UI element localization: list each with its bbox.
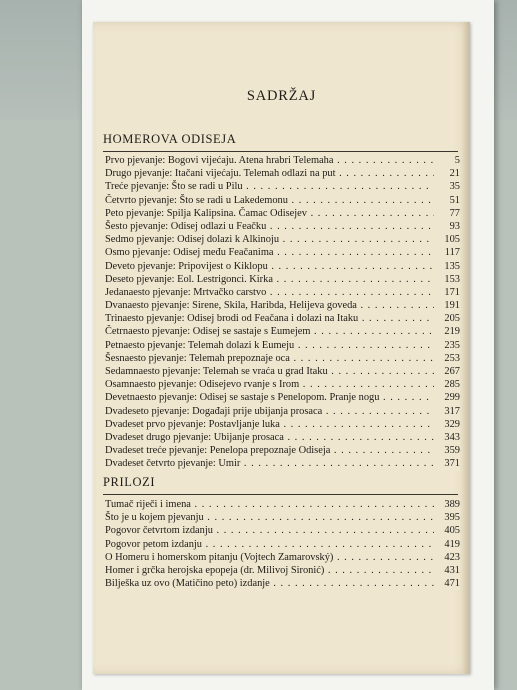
toc-entry-title: Što je u kojem pjevanju . . . (105, 511, 434, 524)
toc-entry-page: 371 (434, 457, 460, 470)
toc-entry-page: 431 (434, 564, 460, 577)
toc-entry-title: Petnaesto pjevanje: Telemah dolazi k Eumeju . . . (105, 339, 434, 352)
toc-entry-page: 77 (434, 207, 460, 220)
toc-entry (105, 524, 460, 537)
toc-entry-title: Dvadeseto pjevanje: Događaji prije ubijanja prosaca . . . (105, 405, 434, 418)
toc-entry (105, 365, 460, 378)
toc-entry-page: 21 (434, 167, 460, 180)
toc-list-odyssey (105, 154, 460, 471)
section-heading-odyssey: HOMEROVA ODISEJA (103, 132, 237, 146)
toc-entry-title: Šesto pjevanje: Odisej odlazi u Feačku . . . (105, 220, 434, 233)
toc-entry-title: Pogovor četvrtom izdanju . . . (105, 524, 434, 537)
toc-entry-page: 235 (434, 339, 460, 352)
toc-entry (105, 391, 460, 404)
toc-entry (105, 564, 460, 577)
toc-entry-page: 35 (434, 180, 460, 193)
toc-entry-title: Sedamnaesto pjevanje: Telemah se vraća u grad Itaku . . . (105, 365, 434, 378)
toc-entry (105, 194, 460, 207)
toc-entry-page: 395 (434, 511, 460, 524)
toc-entry (105, 325, 460, 338)
toc-entry-title: Homer i grčka herojska epopeja (dr. Milivoj Sironić) . . . (105, 564, 434, 577)
toc-entry (105, 312, 460, 325)
toc-entry-title: Sedmo pjevanje: Odisej dolazi k Alkinoju . . . (105, 233, 434, 246)
toc-entry-title: Dvadeset drugo pjevanje: Ubijanje prosaca . . . (105, 431, 434, 444)
toc-list-appendices (105, 498, 460, 590)
toc-entry-page: 5 (434, 154, 460, 167)
toc-entry-title: Četvrto pjevanje: Što se radi u Lakedemonu . . . (105, 194, 434, 207)
toc-entry (105, 273, 460, 286)
toc-entry (105, 551, 460, 564)
toc-entry-page: 219 (434, 325, 460, 338)
toc-entry (105, 233, 460, 246)
page-title: SADRŽAJ (246, 88, 317, 104)
toc-entry (105, 286, 460, 299)
toc-entry-title: Trinaesto pjevanje: Odisej brodi od Feačana i dolazi na Itaku . . . (105, 312, 434, 325)
contents-page (93, 22, 470, 674)
toc-entry-page: 405 (434, 524, 460, 537)
toc-entry-title: Osamnaesto pjevanje: Odisejevo rvanje s Irom . . . (105, 378, 434, 391)
toc-entry-title: Peto pjevanje: Spilja Kalipsina. Čamac Odisejev . . . (105, 207, 434, 220)
toc-entry-title: Devetnaesto pjevanje: Odisej se sastaje s Penelopom. Pranje nogu . . . (105, 391, 434, 404)
toc-entry-title: Šesnaesto pjevanje: Telemah prepoznaje oca . . . (105, 352, 434, 365)
toc-entry (105, 378, 460, 391)
toc-entry (105, 352, 460, 365)
toc-entry (105, 577, 460, 590)
toc-entry-page: 253 (434, 352, 460, 365)
section-divider (103, 494, 458, 495)
toc-entry-page: 135 (434, 260, 460, 273)
toc-entry-page: 329 (434, 418, 460, 431)
toc-entry-page: 51 (434, 194, 460, 207)
toc-entry-title: Pogovor petom izdanju . . . (105, 538, 434, 551)
toc-entry-page: 343 (434, 431, 460, 444)
toc-entry-page: 423 (434, 551, 460, 564)
toc-entry (105, 418, 460, 431)
toc-entry-title: Dvanaesto pjevanje: Sirene, Skila, Haribda, Helijeva goveda . . . (105, 299, 434, 312)
page-edge-shadow (462, 22, 470, 674)
toc-entry-page: 389 (434, 498, 460, 511)
toc-entry-title: Treće pjevanje: Što se radi u Pilu . . . (105, 180, 434, 193)
toc-entry-page: 171 (434, 286, 460, 299)
section-heading-appendices: PRILOZI (103, 475, 156, 489)
toc-entry (105, 511, 460, 524)
toc-entry (105, 444, 460, 457)
toc-entry-page: 299 (434, 391, 460, 404)
toc-entry (105, 220, 460, 233)
toc-entry (105, 246, 460, 259)
toc-entry-title: Četrnaesto pjevanje: Odisej se sastaje s Eumejem . . . (105, 325, 434, 338)
toc-entry (105, 457, 460, 470)
toc-entry-page: 285 (434, 378, 460, 391)
toc-entry-page: 117 (434, 246, 460, 259)
toc-entry-title: Deveto pjevanje: Pripovijest o Kiklopu . . . (105, 260, 434, 273)
section-divider (103, 151, 458, 152)
toc-entry-page: 419 (434, 538, 460, 551)
toc-entry-title: O Homeru i homerskom pitanju (Vojtech Zamarovský) . . . (105, 551, 434, 564)
toc-entry (105, 299, 460, 312)
toc-entry (105, 207, 460, 220)
toc-entry (105, 167, 460, 180)
toc-entry (105, 498, 460, 511)
toc-entry-page: 93 (434, 220, 460, 233)
toc-entry-title: Osmo pjevanje: Odisej među Feačanima . . . (105, 246, 434, 259)
toc-entry-title: Bilješka uz ovo (Matičino peto) izdanje . . . (105, 577, 434, 590)
toc-entry-page: 471 (434, 577, 460, 590)
toc-entry-page: 191 (434, 299, 460, 312)
toc-entry-title: Drugo pjevanje: Itačani vijećaju. Telemah odlazi na put . . . (105, 167, 434, 180)
toc-entry-page: 205 (434, 312, 460, 325)
toc-entry-title: Dvadeset treće pjevanje: Penelopa prepoznaje Odiseja . . . (105, 444, 434, 457)
toc-entry (105, 405, 460, 418)
toc-entry-page: 359 (434, 444, 460, 457)
toc-entry-title: Jedanaesto pjevanje: Mrtvačko carstvo . . . (105, 286, 434, 299)
toc-entry-page: 317 (434, 405, 460, 418)
toc-entry-title: Dvadeset četvrto pjevanje: Umir . . . (105, 457, 434, 470)
toc-entry (105, 260, 460, 273)
toc-entry-page: 267 (434, 365, 460, 378)
toc-entry (105, 339, 460, 352)
toc-entry (105, 154, 460, 167)
toc-entry-page: 105 (434, 233, 460, 246)
toc-entry (105, 538, 460, 551)
toc-entry-title: Prvo pjevanje: Bogovi vijećaju. Atena hrabri Telemaha . . . (105, 154, 434, 167)
toc-entry-title: Tumač riječi i imena . . . (105, 498, 434, 511)
toc-entry (105, 431, 460, 444)
toc-entry-title: Dvadeset prvo pjevanje: Postavljanje luka . . . (105, 418, 434, 431)
toc-entry (105, 180, 460, 193)
toc-entry-title: Deseto pjevanje: Eol. Lestrigonci. Kirka . . . (105, 273, 434, 286)
toc-entry-page: 153 (434, 273, 460, 286)
